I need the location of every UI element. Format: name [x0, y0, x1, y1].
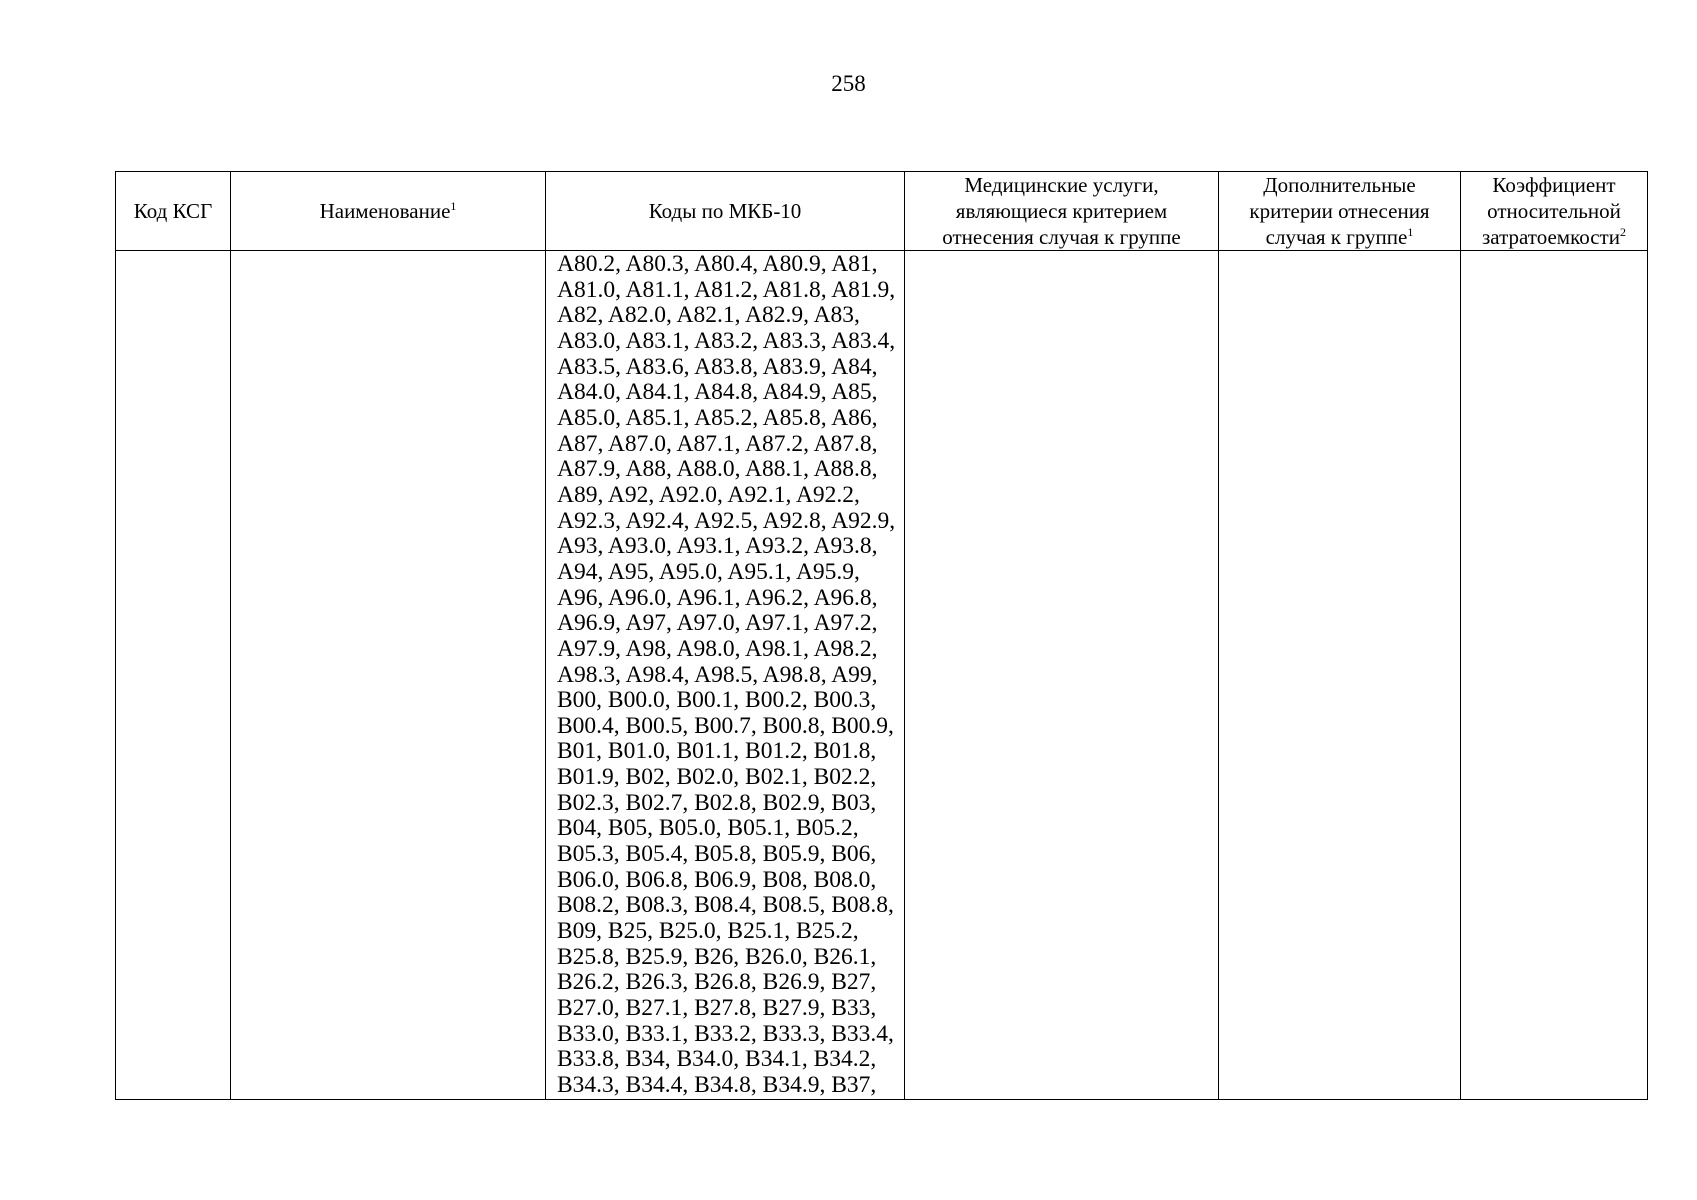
table-header-row: [116, 172, 1648, 251]
header-medical-services: [905, 172, 1219, 251]
cell-medical-services: [905, 251, 1219, 1100]
header-medical-services-line3: отнесения случая к группе: [942, 225, 1181, 249]
header-ksg-code: [116, 172, 231, 251]
header-medical-services-line2: являющиеся критерием: [955, 199, 1168, 223]
header-additional-criteria-line1: Дополнительные: [1263, 173, 1416, 197]
mkb-code-line: B00.4, B00.5, B00.7, B00.8, B00.9,: [557, 712, 894, 739]
header-cost-coefficient-line1: Коэффициент: [1492, 173, 1616, 197]
header-mkb-codes-label: Коды по МКБ-10: [648, 199, 802, 223]
mkb-code-line: B00, B00.0, B00.1, B00.2, B00.3,: [557, 687, 877, 714]
mkb-code-line: A83.0, A83.1, A83.2, A83.3, A83.4,: [557, 327, 896, 354]
ksg-table: [115, 171, 1648, 1100]
mkb-code-line: B01, B01.0, B01.1, B01.2, B01.8,: [557, 738, 877, 765]
header-name: [231, 172, 546, 251]
mkb-code-line: A83.5, A83.6, A83.8, A83.9, A84,: [557, 353, 878, 380]
mkb-code-line: A82, A82.0, A82.1, A82.9, A83,: [557, 302, 860, 329]
mkb-code-line: B34.3, B34.4, B34.8, B34.9, B37,: [557, 1072, 877, 1098]
mkb-code-line: A85.0, A85.1, A85.2, A85.8, A86,: [557, 404, 878, 431]
mkb-code-line: A92.3, A92.4, A92.5, A92.8, A92.9,: [557, 507, 896, 534]
mkb-code-line: B33.0, B33.1, B33.2, B33.3, B33.4,: [557, 1020, 894, 1047]
mkb-code-line: A81.0, A81.1, A81.2, A81.8, A81.9,: [557, 276, 896, 303]
header-mkb-codes: [546, 172, 905, 251]
header-cost-coefficient: [1461, 172, 1648, 251]
mkb-code-line: A96, A96.0, A96.1, A96.2, A96.8,: [557, 584, 878, 611]
mkb-code-line: B08.2, B08.3, B08.4, B08.5, B08.8,: [557, 892, 894, 919]
mkb-code-list: [557, 251, 904, 1099]
header-additional-criteria-footnote: 1: [1407, 225, 1414, 239]
mkb-code-line: B01.9, B02, B02.0, B02.1, B02.2,: [557, 764, 877, 791]
mkb-code-line: B27.0, B27.1, B27.8, B27.9, B33,: [557, 995, 877, 1022]
mkb-code-line: A98.3, A98.4, A98.5, A98.8, A99,: [557, 661, 878, 688]
header-additional-criteria-line3: случая к группе: [1265, 225, 1408, 249]
mkb-code-line: B04, B05, B05.0, B05.1, B05.2,: [557, 815, 859, 842]
mkb-code-line: A87, A87.0, A87.1, A87.2, A87.8,: [557, 430, 878, 457]
cell-mkb-codes: [546, 251, 905, 1100]
mkb-code-line: A80.2, A80.3, A80.4, A80.9, A81,: [557, 251, 878, 277]
header-name-label: Наименование: [319, 199, 451, 223]
cell-cost-coefficient: [1461, 251, 1648, 1100]
mkb-code-line: B09, B25, B25.0, B25.1, B25.2,: [557, 918, 859, 945]
mkb-code-line: A96.9, A97, A97.0, A97.1, A97.2,: [557, 610, 878, 637]
header-cost-coefficient-line3: затратоемкости: [1482, 225, 1620, 249]
cell-additional-criteria: [1219, 251, 1461, 1100]
table-row: [116, 251, 1648, 1100]
mkb-code-line: A93, A93.0, A93.1, A93.2, A93.8,: [557, 533, 878, 560]
mkb-code-line: A87.9, A88, A88.0, A88.1, A88.8,: [557, 456, 878, 483]
header-medical-services-line1: Медицинские услуги,: [964, 173, 1159, 197]
mkb-code-line: B02.3, B02.7, B02.8, B02.9, B03,: [557, 789, 877, 816]
mkb-code-line: B25.8, B25.9, B26, B26.0, B26.1,: [557, 943, 877, 970]
cell-name: [231, 251, 546, 1100]
mkb-code-line: A94, A95, A95.0, A95.1, A95.9,: [557, 558, 860, 585]
cell-ksg-code: [116, 251, 231, 1100]
mkb-code-line: A84.0, A84.1, A84.8, A84.9, A85,: [557, 379, 878, 406]
page-number: 258: [831, 71, 866, 96]
mkb-code-line: B26.2, B26.3, B26.8, B26.9, B27,: [557, 969, 877, 996]
mkb-code-line: B06.0, B06.8, B06.9, B08, B08.0,: [557, 866, 877, 893]
mkb-code-line: A89, A92, A92.0, A92.1, A92.2,: [557, 481, 860, 508]
header-cost-coefficient-footnote: 2: [1619, 225, 1626, 239]
mkb-code-line: B33.8, B34, B34.0, B34.1, B34.2,: [557, 1046, 877, 1073]
header-additional-criteria-line2: критерии отнесения: [1249, 199, 1430, 223]
mkb-code-line: A97.9, A98, A98.0, A98.1, A98.2,: [557, 635, 878, 662]
header-additional-criteria: [1219, 172, 1461, 251]
header-ksg-code-label: Код КСГ: [133, 199, 213, 223]
header-name-footnote: 1: [450, 199, 457, 213]
header-cost-coefficient-line2: относительной: [1487, 199, 1621, 223]
mkb-code-line: B05.3, B05.4, B05.8, B05.9, B06,: [557, 841, 877, 868]
